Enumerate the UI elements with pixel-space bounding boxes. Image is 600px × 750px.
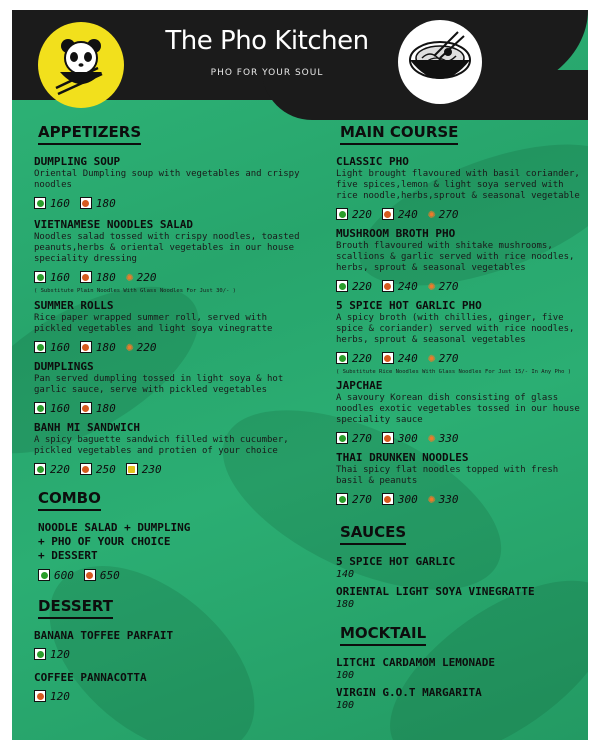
price-veg: 160 [34,402,70,415]
item-name: VIETNAMESE NOODLES SALAD [34,218,193,231]
item-desc: Pan served dumpling tossed in light soya & hot garlic sauce, serve with pickled vegetables [34,374,284,395]
item-desc: Brouth flavoured with shitake mushrooms, scallions & garlic served with rice noodles, herbs, sprout & seasonal vegetables [336,241,575,273]
panda-logo [38,22,124,108]
price-row [34,460,306,478]
item-name: JAPCHAE [336,379,383,392]
price-chicken: 180 [80,271,116,284]
prawn-icon: ✺ [427,206,436,222]
combo-line: + PHO OF YOUR CHOICE [38,535,171,548]
item-desc: A savoury Korean dish consisting of glass noodles exotic vegetables tossed in our house speciality sauce [336,393,580,425]
price-chicken: 250 [80,463,116,476]
price-chicken: 180 [80,341,116,354]
prawn-icon: ✺ [427,278,436,294]
item-desc: Thai spicy flat noodles topped with fresh basil & peanuts [336,465,559,486]
price-veg: 120 [34,648,70,661]
price-veg: 270 [336,432,372,445]
veg-icon [336,352,348,364]
prawn-icon: ✺ [427,350,436,366]
price-chicken: 180 [80,197,116,210]
item-desc: A spicy baguette sandwich filled with cucumber, pickled vegetables and protien of your choice [34,435,289,456]
price-prawn: ✺ 330 [427,491,459,507]
price-prawn: ✺ 270 [427,278,459,294]
price-prawn: ✺ 270 [427,206,459,222]
menu-item [34,360,306,417]
menu-item [336,451,582,508]
section-title-sauces: SAUCES [340,523,406,545]
item-name: CLASSIC PHO [336,155,409,168]
price-veg: 220 [34,463,70,476]
item-desc: Oriental Dumpling soup with vegetables and crispy noodles [34,169,300,190]
menu-page [12,10,588,740]
item-name: 5 SPICE HOT GARLIC [336,555,456,568]
item-name: BANANA TOFFEE PARFAIT [34,629,174,642]
price-row [34,687,306,705]
chicken-icon [80,271,92,283]
combo-line: + DESSERT [38,549,98,562]
price-veg: 220 [336,352,372,365]
price-row [34,645,306,663]
item-note: ( Substitute Rice Noodles With Glass Noodles For Just 15/- In Any Pho ) [336,369,572,375]
price-row [38,566,306,584]
menu-item [34,155,306,212]
price-row [336,429,582,447]
section-title-appetizers: APPETIZERS [38,123,141,145]
right-column [336,122,582,712]
menu-item [336,299,582,375]
menu-item [336,686,582,712]
menu-item [34,218,306,294]
chicken-icon [84,569,96,581]
item-price: 180 [336,599,355,610]
veg-icon [336,208,348,220]
price-row [34,338,306,356]
menu-item [336,379,582,447]
item-desc: A spicy broth (with chillies, ginger, five spice & coriander) served with rice noodles, herbs, sprout & seasonal vegetables [336,313,575,345]
item-price: 100 [336,700,355,711]
item-desc: Rice paper wrapped summer roll, served with pickled vegetables and light soya vinegratte [34,313,273,334]
menu-item [336,656,582,682]
price-prawn: ✺ 220 [125,339,157,355]
item-name: SUMMER ROLLS [34,299,114,312]
item-name: 5 SPICE HOT GARLIC PHO [336,299,482,312]
item-name: COFFEE PANNACOTTA [34,671,147,684]
prawn-icon: ✺ [427,491,436,507]
veg-icon [336,432,348,444]
chicken-icon [34,690,46,702]
price-row [34,194,306,212]
price-veg: 270 [336,493,372,506]
veg-icon [34,463,46,475]
price-row [336,490,582,508]
item-name: THAI DRUNKEN NOODLES [336,451,469,464]
pho-bowl-illustration [398,20,482,104]
item-name: DUMPLINGS [34,360,94,373]
price-veg: 600 [38,569,74,582]
menu-item [34,629,306,663]
price-veg: 160 [34,197,70,210]
price-veg: 160 [34,341,70,354]
veg-icon [336,280,348,292]
chicken-icon [80,402,92,414]
price-alt: 230 [126,463,162,476]
price-veg: 160 [34,271,70,284]
item-name: ORIENTAL LIGHT SOYA VINEGRATTE [336,585,535,598]
combo-block [34,521,306,584]
veg-icon [34,402,46,414]
chicken-icon [80,463,92,475]
price-chicken: 240 [382,352,418,365]
price-chicken: 650 [84,569,120,582]
menu-item [336,155,582,223]
section-title-main-course: MAIN COURSE [340,123,458,145]
price-prawn: ✺ 270 [427,350,459,366]
combo-line: NOODLE SALAD + DUMPLING [38,521,191,534]
veg-icon [34,648,46,660]
veg-icon [336,493,348,505]
brand-tagline: PHO FOR YOUR SOUL [210,68,324,78]
veg-icon [34,197,46,209]
chicken-icon [382,352,394,364]
chicken-icon [382,280,394,292]
chicken-icon [80,197,92,209]
menu-item [34,299,306,356]
price-row [34,399,306,417]
price-row [34,268,306,286]
price-veg: 220 [336,208,372,221]
price-row [336,349,582,367]
item-name: LITCHI CARDAMOM LEMONADE [336,656,495,669]
menu-item [34,671,306,705]
chicken-icon [382,493,394,505]
brand-title: The Pho Kitchen [165,26,369,56]
price-chicken: 300 [382,493,418,506]
item-name: BANH MI SANDWICH [34,421,140,434]
prawn-icon: ✺ [125,269,134,285]
item-name: VIRGIN G.O.T MARGARITA [336,686,482,699]
left-column [34,122,306,705]
section-title-combo: COMBO [38,489,101,511]
price-chicken: 180 [80,402,116,415]
price-prawn: ✺ 330 [427,430,459,446]
menu-item [336,555,582,581]
chicken-icon [382,208,394,220]
veg-icon [38,569,50,581]
menu-item [336,585,582,611]
prawn-icon: ✺ [125,339,134,355]
item-price: 140 [336,569,355,580]
price-veg: 220 [336,280,372,293]
item-note: ( Substitute Plain Noodles With Glass Noodles For Just 30/- ) [34,288,236,294]
menu-item [34,421,306,478]
item-name: MUSHROOM BROTH PHO [336,227,456,240]
alt-option-icon [126,463,138,475]
price-row [336,205,582,223]
veg-icon [34,341,46,353]
section-title-dessert: DESSERT [38,597,113,619]
menu-item [336,227,582,295]
item-desc: Noodles salad tossed with crispy noodles, toasted peanuts,herbs & oriental vegetables in our house speciality dressing [34,232,300,264]
veg-icon [34,271,46,283]
item-name: DUMPLING SOUP [34,155,121,168]
chicken-icon [382,432,394,444]
price-chicken: 240 [382,280,418,293]
item-desc: Light brought flavoured with basil coriander, five spices,lemon & light soya served with rice noodle,herbs,sprout & seasonal vegetable [336,169,580,201]
price-chicken: 240 [382,208,418,221]
price-chicken: 300 [382,432,418,445]
price-chicken: 120 [34,690,70,703]
price-row [336,277,582,295]
item-price: 100 [336,670,355,681]
chicken-icon [80,341,92,353]
section-title-mocktail: MOCKTAIL [340,624,426,646]
price-prawn: ✺ 220 [125,269,157,285]
prawn-icon: ✺ [427,430,436,446]
